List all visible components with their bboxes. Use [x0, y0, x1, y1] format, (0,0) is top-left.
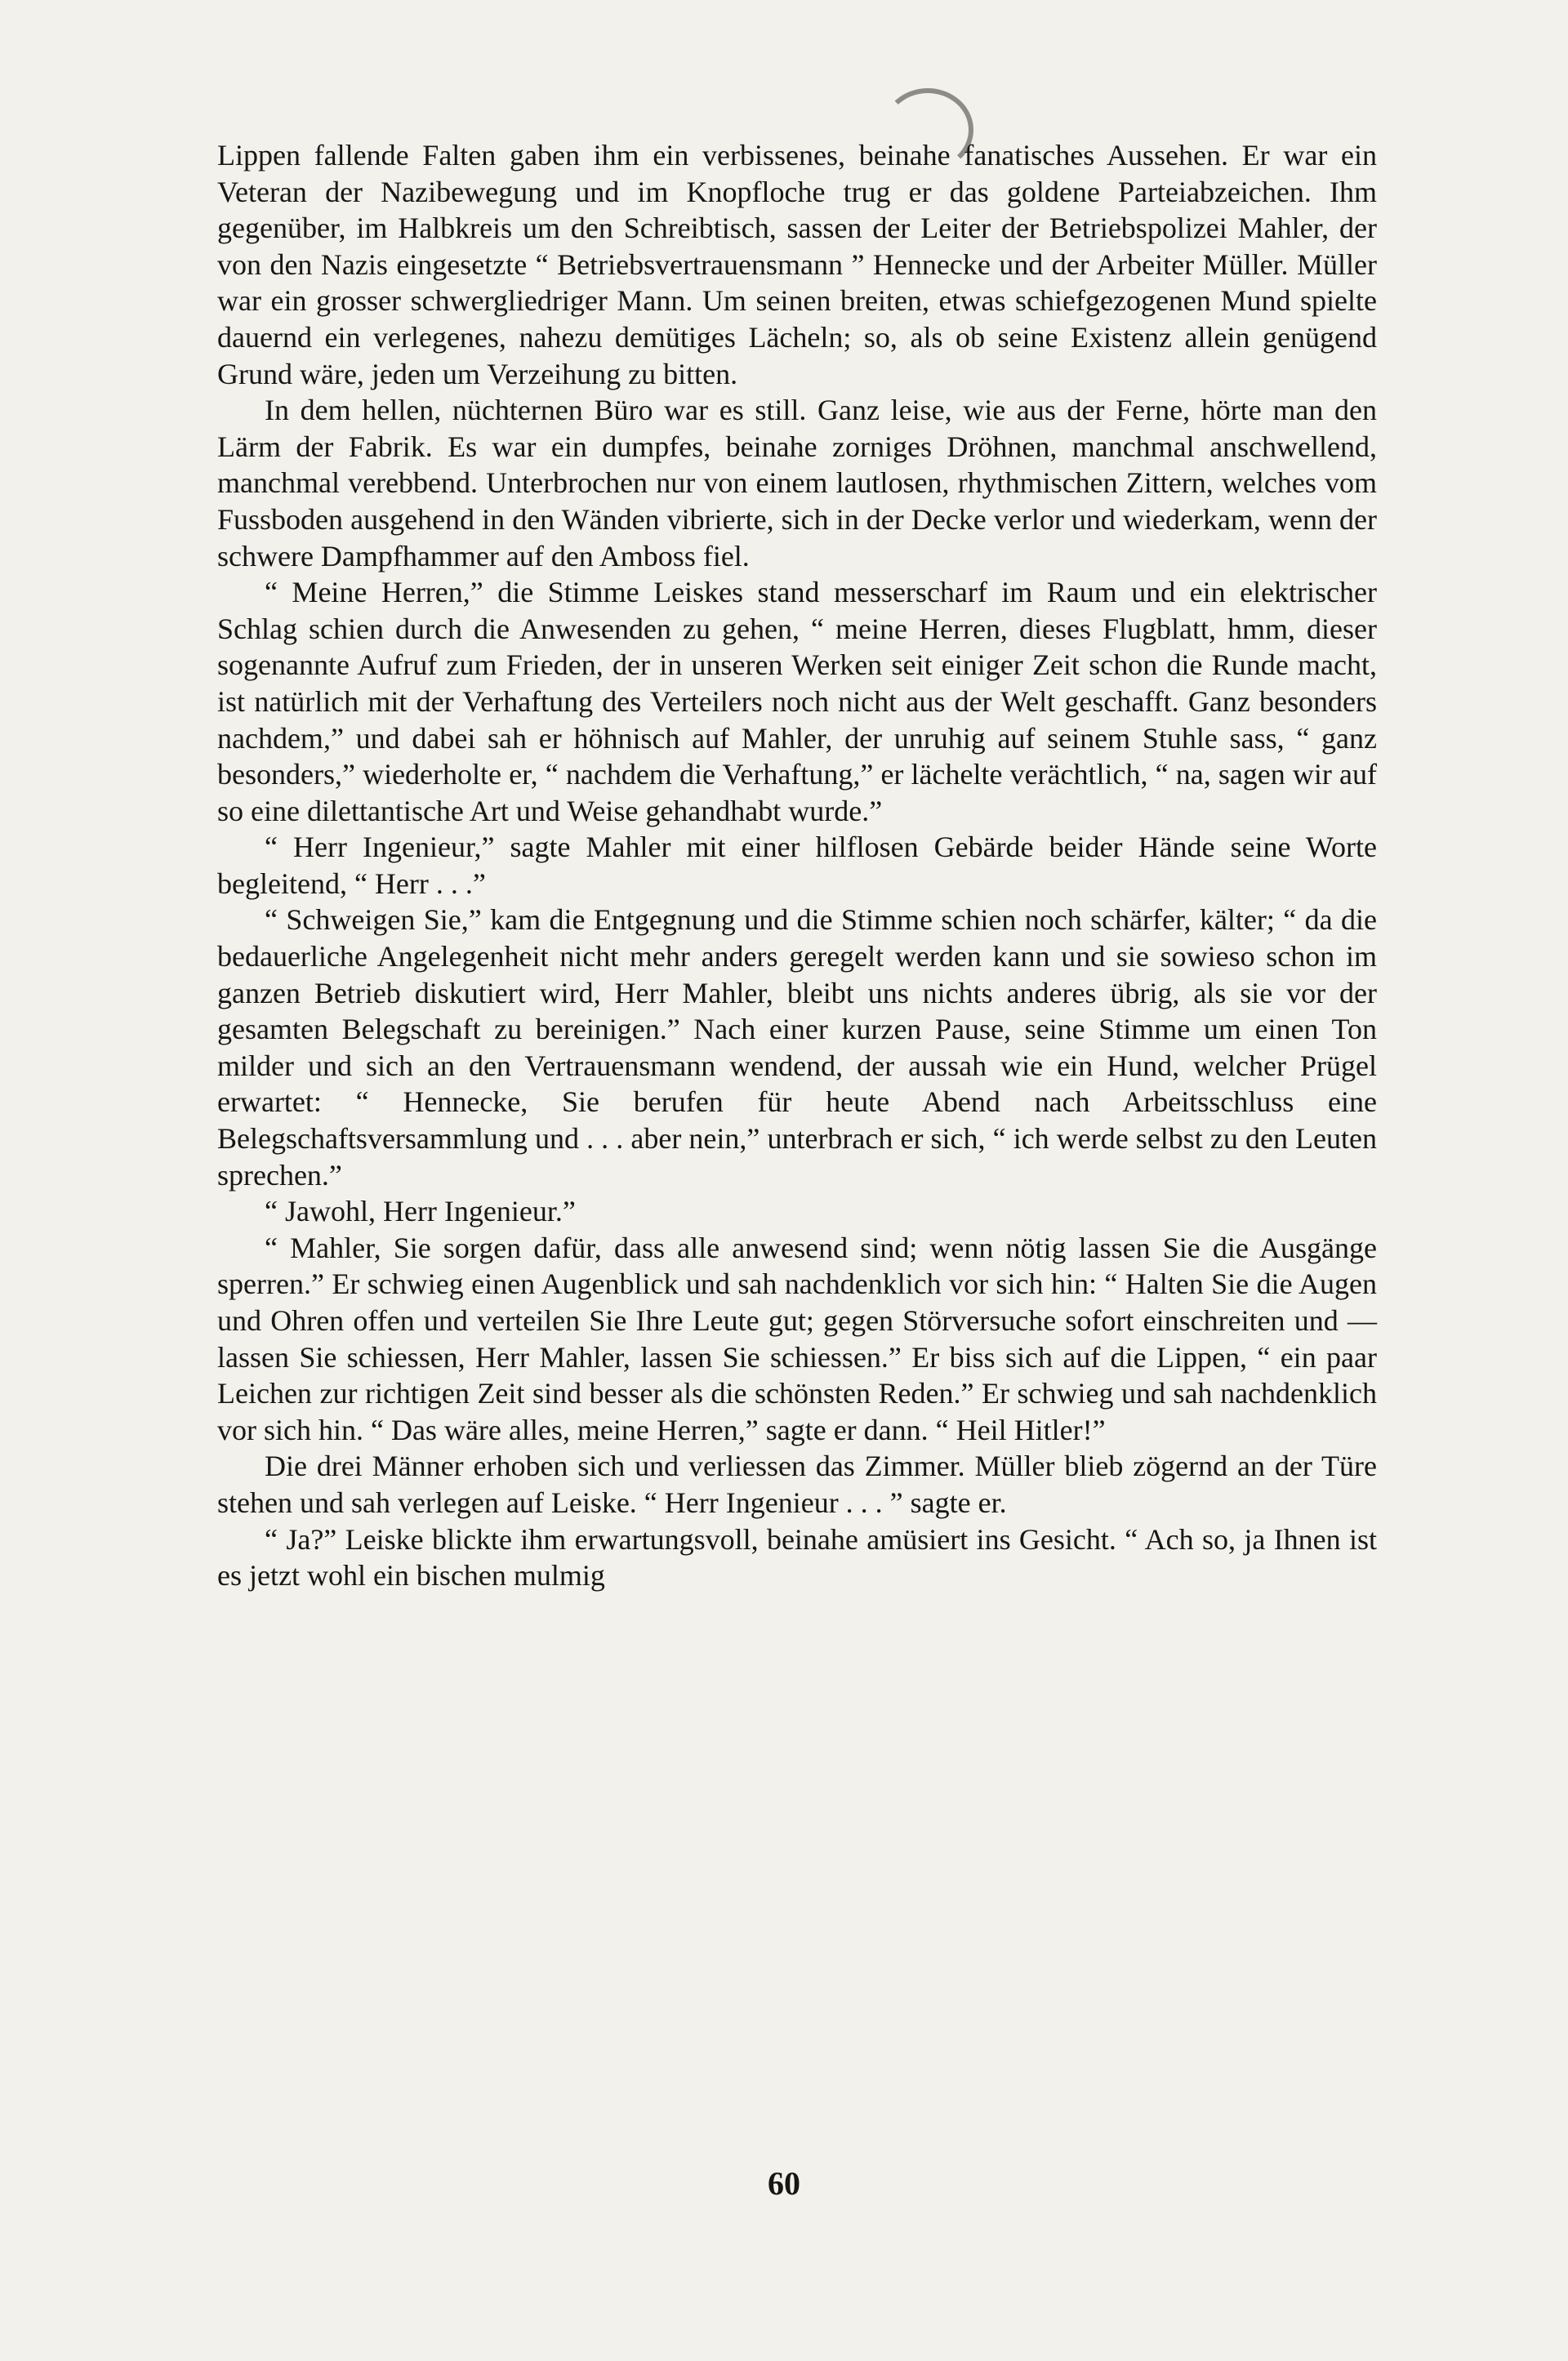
paragraph-6: “ Jawohl, Herr Ingenieur.”: [265, 1195, 576, 1228]
body-text: [217, 137, 1377, 1594]
page-number: 60: [768, 2165, 800, 2202]
paragraph-2: In dem hellen, nüchternen Büro war es still. Ganz leise, wie aus der Ferne, hörte man den Lärm der Fabrik. Es war ein dumpfes, beinahe zorniges Dröhnen, manchmal anschwellend, manchmal verebbend. Unterbrochen nur von einem lautlosen, rhythmischen Zittern, welches vom Fussboden ausgehend in den Wänden vibrierte, sich in der Decke verlor und wiederkam, wenn der schwere Dampfhammer auf den Amboss fiel.: [217, 394, 1377, 572]
paragraph-8: Die drei Männer erhoben sich und verliessen das Zimmer. Müller blieb zögernd an der Türe stehen und sah verlegen auf Leiske. “ Herr Ingenieur . . . ” sagte er.: [217, 1450, 1377, 1519]
paragraph-7: “ Mahler, Sie sorgen dafür, dass alle anwesend sind; wenn nötig lassen Sie die Ausgänge sperren.” Er schwieg einen Augenblick und sah nachdenklich vor sich hin: “ Halten Sie die Augen und Ohren offen und verteilen Sie Ihre Leute gut; gegen Störversuche sofort einschreiten und — lassen Sie schiessen, Herr Mahler, lassen Sie schiessen.” Er biss sich auf die Lippen, “ ein paar Leichen zur richtigen Zeit sind besser als die schönsten Reden.” Er schwieg und sah nachdenklich vor sich hin. “ Das wäre alles, meine Herren,” sagte er dann. “ Heil Hitler!”: [217, 1231, 1377, 1446]
paragraph-9: “ Ja?” Leiske blickte ihm erwartungsvoll, beinahe amüsiert ins Gesicht. “ Ach so, ja Ihnen ist es jetzt wohl ein bischen mulmig: [217, 1522, 1377, 1593]
paragraph-3: “ Meine Herren,” die Stimme Leiskes stand messerscharf im Raum und ein elektrischer Schlag schien durch die Anwesenden zu gehen, “ meine Herren, dieses Flugblatt, hmm, dieser sogenannte Aufruf zum Frieden, der in unseren Werken seit einiger Zeit schon die Runde macht, ist natürlich mit der Verhaftung des Verteilers noch nicht aus der Welt geschafft. Ganz besonders nachdem,” und dabei sah er höhnisch auf Mahler, der unruhig auf seinem Stuhle sass, “ ganz besonders,” wiederholte er, “ nachdem die Verhaftung,” er lächelte verächtlich, “ na, sagen wir auf so eine dilettantische Art und Weise gehandhabt wurde.”: [217, 576, 1377, 827]
paragraph-5: “ Schweigen Sie,” kam die Entgegnung und die Stimme schien noch schärfer, kälter; “ da die bedauerliche Angelegenheit nicht mehr anders geregelt werden kann und sie sowieso schon im ganzen Betrieb diskutiert wird, Herr Mahler, bleibt uns nichts anderes übrig, als sie vor der gesamten Belegschaft zu bereinigen.” Nach einer kurzen Pause, seine Stimme um einen Ton milder und sich an den Vertrauensmann wendend, der aussah wie ein Hund, welcher Prügel erwartet: “ Hennecke, Sie berufen für heute Abend nach Arbeitsschluss eine Belegschaftsversammlung und . . . aber nein,” unterbrach er sich, “ ich werde selbst zu den Leuten sprechen.”: [217, 903, 1377, 1192]
paragraph-1: Lippen fallende Falten gaben ihm ein verbissenes, beinahe fanatisches Aussehen. Er war ein Veteran der Nazibewegung und im Knopfloche trug er das goldene Parteiabzeichen. Ihm gegenüber, im Halbkreis um den Schreibtisch, sassen der Leiter der Betriebspolizei Mahler, der von den Nazis eingesetzte “ Betriebsvertrauensmann ” Hennecke und der Arbeiter Müller. Müller war ein grosser schwergliedriger Mann. Um seinen breiten, etwas schiefgezogenen Mund spielte dauernd ein verlegenes, nahezu demütiges Lächeln; so, als ob seine Existenz allein genügend Grund wäre, jeden um Verzeihung zu bitten.: [217, 139, 1377, 390]
paragraph-4: “ Herr Ingenieur,” sagte Mahler mit einer hilflosen Gebärde beider Hände seine Worte begleitend, “ Herr . . .”: [217, 831, 1377, 900]
